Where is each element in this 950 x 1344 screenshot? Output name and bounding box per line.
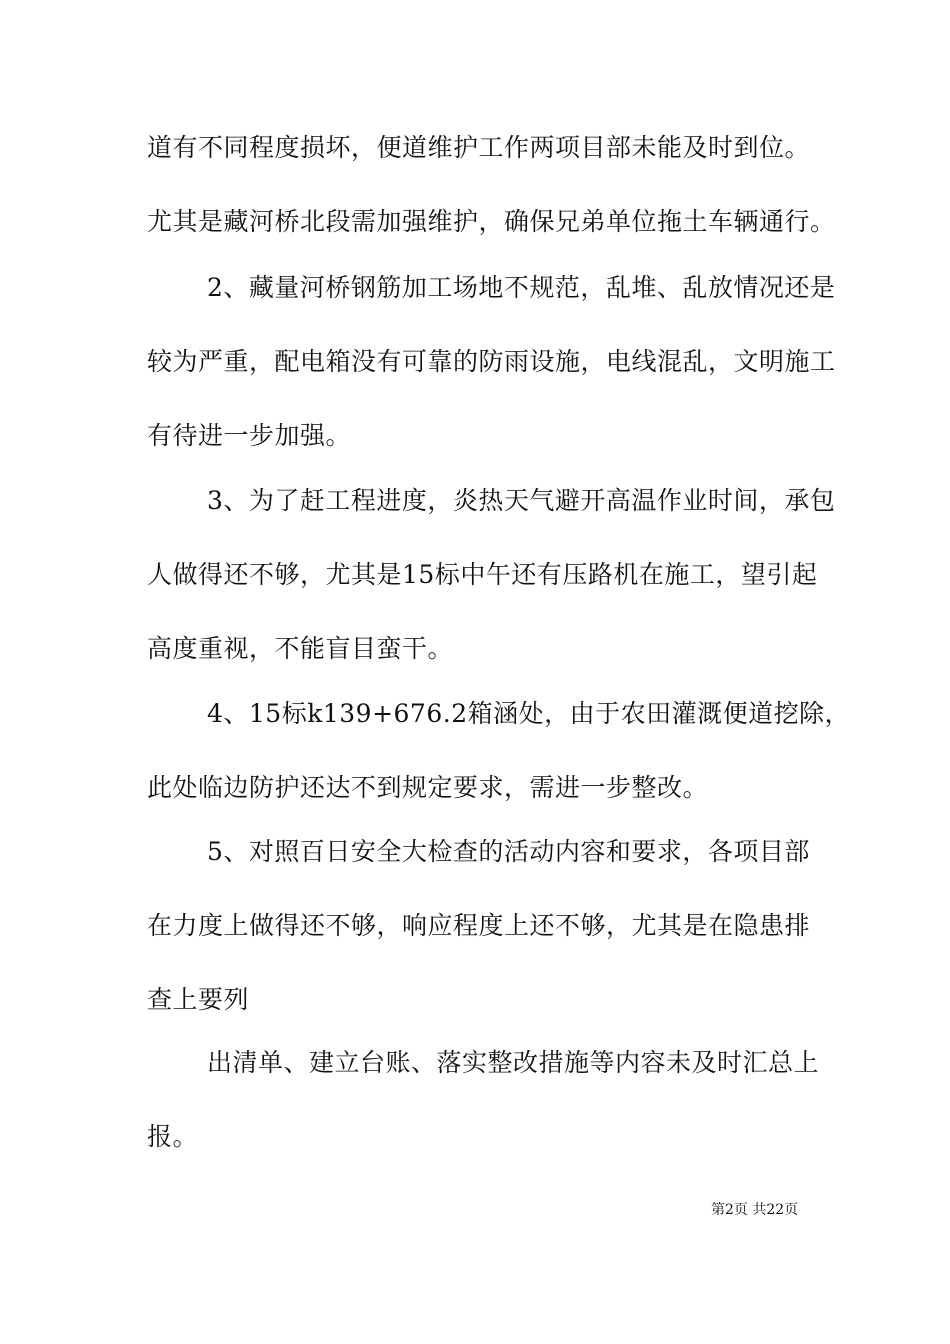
body-text-line: 此处临边防护还达不到规定要求，需进一步整改。 bbox=[147, 773, 709, 802]
body-text-line: 有待进一步加强。 bbox=[147, 421, 352, 450]
body-text-line: 较为严重，配电箱没有可靠的防雨设施，电线混乱，文明施工 bbox=[147, 347, 836, 376]
body-text-line: 高度重视，不能盲目蛮干。 bbox=[147, 634, 454, 663]
body-text-line: 5、对照百日安全大检查的活动内容和要求，各项目部 bbox=[207, 837, 810, 866]
body-text-line: 出清单、建立台账、落实整改措施等内容未及时汇总上 bbox=[207, 1048, 820, 1077]
page-number-footer: 第2页 共22页 bbox=[711, 1202, 799, 1218]
body-text-line: 2、藏量河桥钢筋加工场地不规范，乱堆、乱放情况还是 bbox=[207, 273, 836, 302]
body-text-line: 3、为了赶工程进度，炎热天气避开高温作业时间，承包 bbox=[207, 486, 836, 515]
body-text-line: 在力度上做得还不够，响应程度上还不够，尤其是在隐患排 bbox=[147, 911, 811, 940]
body-text-line: 道有不同程度损坏，便道维护工作两项目部未能及时到位。 bbox=[147, 133, 811, 162]
body-text-line: 4、15标k139+676.2箱涵处，由于农田灌溉便道挖除， bbox=[207, 699, 851, 728]
body-text-line: 报。 bbox=[147, 1122, 199, 1151]
body-text-line: 尤其是藏河桥北段需加强维护，确保兄弟单位拖土车辆通行。 bbox=[147, 207, 836, 236]
body-text-line: 查上要列 bbox=[147, 985, 250, 1014]
body-text-line: 人做得还不够，尤其是15标中午还有压路机在施工，望引起 bbox=[147, 560, 818, 589]
